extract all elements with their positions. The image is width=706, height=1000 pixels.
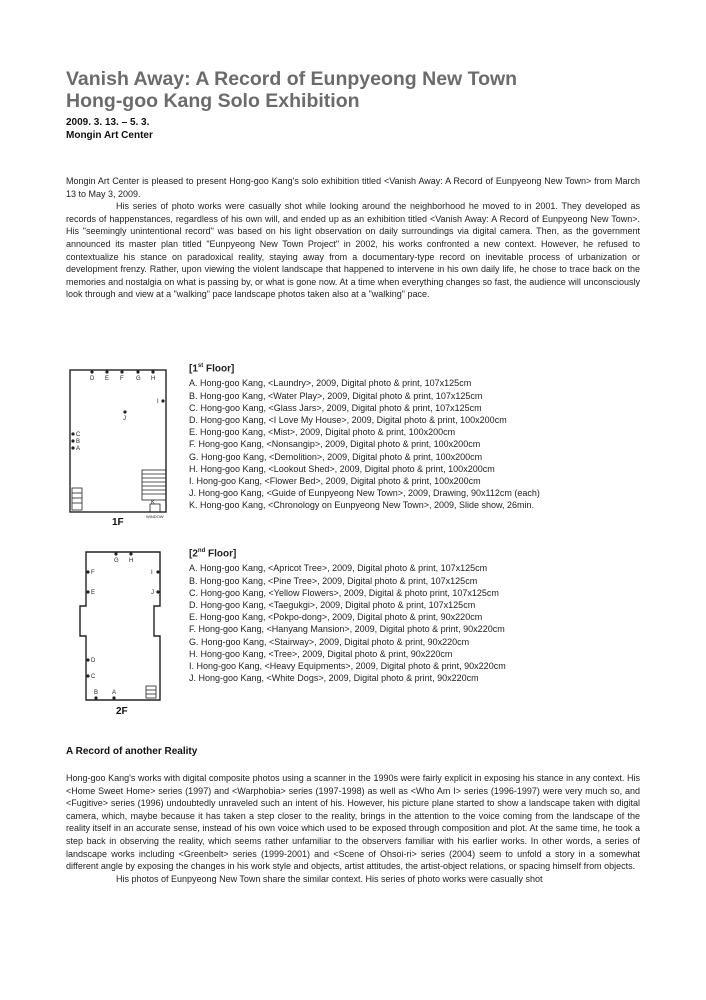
plan-1f-marker-c (71, 432, 74, 435)
list-item: B. Hong-goo Kang, <Water Play>, 2009, Digital photo & print, 107x125cm (189, 390, 483, 401)
plan-2f-label-a: A (112, 690, 117, 696)
list-item: G. Hong-goo Kang, <Stairway>, 2009, Digital photo & print, 90x220cm (189, 636, 470, 647)
list-item: G. Hong-goo Kang, <Demolition>, 2009, Digital photo & print, 100x200cm (189, 451, 483, 462)
list-item: H. Hong-goo Kang, <Tree>, 2009, Digital photo & print, 90x220cm (189, 648, 453, 659)
plan-1f-marker-g (136, 370, 139, 373)
plan-1f-marker-h (151, 370, 154, 373)
plan-1f-marker-f (120, 370, 123, 373)
plan-1f-label-i: I (157, 399, 159, 405)
plan-1f-marker-j (123, 410, 126, 413)
plan-2f-marker-j (156, 590, 159, 593)
list-item: A. Hong-goo Kang, <Laundry>, 2009, Digital photo & print, 107x125cm (189, 378, 472, 389)
exhibition-venue: Mongin Art Center (66, 130, 153, 141)
floor-2-list (189, 562, 659, 684)
intro-text (66, 175, 640, 301)
list-item: J. Hong-goo Kang, <White Dogs>, 2009, Digital photo & print, 90x220cm (189, 673, 479, 684)
plan-1f-label-j: J (123, 416, 126, 422)
plan-1f-label-a: A (76, 446, 81, 452)
plan-2f-label-i: I (151, 570, 153, 576)
plan-1f-label-c: C (76, 432, 81, 438)
plan-1f-marker-e (105, 370, 108, 373)
exhibition-meta (66, 116, 153, 142)
plan-1f-label-d: D (90, 376, 95, 382)
plan-2f-marker-i (156, 570, 159, 573)
plan-2f-label-g: G (114, 558, 119, 564)
plan-1f-label-h: H (151, 376, 156, 382)
plan-1f-label-k: K (151, 500, 156, 506)
essay-text (66, 772, 640, 885)
floor-1-heading: [1st Floor] (189, 363, 235, 375)
plan-2f-marker-g (114, 552, 117, 555)
title-line-2: Hong-goo Kang Solo Exhibition (66, 90, 360, 112)
plan-2f-marker-d (86, 658, 89, 661)
plan-1f-entrance-label: WINDOW (146, 514, 164, 519)
floor-plan-2f (74, 548, 172, 704)
plan-2f-marker-h (129, 552, 132, 555)
plan-2f-marker-b (94, 696, 97, 699)
plan-2f-label-j: J (151, 590, 154, 596)
plan-2f-label-c: C (91, 674, 96, 680)
plan-1f-marker-b (71, 439, 74, 442)
plan-2f-marker-e (86, 590, 89, 593)
list-item: C. Hong-goo Kang, <Glass Jars>, 2009, Digital photo & print, 107x125cm (189, 402, 482, 413)
plan-2f-label-e: E (91, 590, 96, 596)
floor-2-works (189, 545, 659, 684)
intro-paragraph-1: Mongin Art Center is pleased to present Hong-goo Kang's solo exhibition titled <Vanish Away: A Record of Eunpyeong New Town> from March 13 to May 3, 2009. (66, 176, 640, 199)
plan-1f-marker-d (90, 370, 93, 373)
list-item: H. Hong-goo Kang, <Lookout Shed>, 2009, Digital photo & print, 100x200cm (189, 463, 495, 474)
plan-2f-label-f: F (91, 570, 95, 576)
plan-2f-marker-a (112, 696, 115, 699)
floor-1-list (189, 377, 659, 511)
plan-2f-marker-c (86, 674, 89, 677)
essay-paragraph-1: Hong-goo Kang's works with digital composite photos using a scanner in the 1990s were fairly explicit in exposing his stance in any context. His <Home Sweet Home> series (1997) and <Warphobia> series (1997-1998) as well as <Who Am I> series (1996-1997) were very much so, and <Fugitive> series (1996) undoubtedly unraveled such an intent of his. However, his picture plane started to show a landscape taken with digital camera, which, maybe because it has taken a step closer to the reality, brings in the attention to the voice coming from the landscape of the reality itself in an accurate sense, instead of his own voice which used to be exposed through composition and plot. At the same time, he took a step back in observing the reality, which seems rather unfamiliar to the observers familiar with his earlier works. In other words, a series of landscape works including <Greenbelt> series (1999-2001) and <Scene of Ohsoi-ri> series (2004) seem to unfold a story in a somewhat different angle by exposing the changes in his work style and objects, artist attitudes, the artist-object relations, or spacing himself from objects. (66, 773, 640, 872)
plan-2f-label-d: D (91, 658, 96, 664)
list-item: J. Hong-goo Kang, <Guide of Eunpyeong New Town>, 2009, Drawing, 90x112cm (each) (189, 488, 540, 499)
exhibition-title (66, 68, 666, 112)
list-item: F. Hong-goo Kang, <Nonsangip>, 2009, Digital photo & print, 100x200cm (189, 439, 481, 450)
plan-1f-label-g: G (136, 376, 141, 382)
essay-paragraph-2: His photos of Eunpyeong New Town share the similar context. His series of photo works were casually shot (116, 873, 543, 884)
plan-2f-label-h: H (129, 558, 134, 564)
list-item: C. Hong-goo Kang, <Yellow Flowers>, 2009, Digital & photo print, 107x125cm (189, 587, 499, 598)
list-item: I. Hong-goo Kang, <Heavy Equipments>, 2009, Digital photo & print, 90x220cm (189, 660, 506, 671)
list-item: B. Hong-goo Kang, <Pine Tree>, 2009, Digital photo & print, 107x125cm (189, 575, 478, 586)
list-item: F. Hong-goo Kang, <Hanyang Mansion>, 2009, Digital photo & print, 90x220cm (189, 624, 505, 635)
list-item: D. Hong-goo Kang, <Taegukgi>, 2009, Digital photo & print, 107x125cm (189, 599, 476, 610)
title-line-1: Vanish Away: A Record of Eunpyeong New Town (66, 68, 518, 90)
plan-1f-marker-i (161, 399, 164, 402)
floor-1-works (189, 360, 659, 512)
list-item: E. Hong-goo Kang, <Pokpo-dong>, 2009, Digital photo & print, 90x220cm (189, 612, 483, 623)
floor-plan-1f (66, 366, 172, 519)
list-item: A. Hong-goo Kang, <Apricot Tree>, 2009, Digital photo & print, 107x125cm (189, 563, 488, 574)
plan-1f-label-b: B (76, 439, 81, 445)
plan-1f-label-f: F (120, 376, 124, 382)
list-item: E. Hong-goo Kang, <Mist>, 2009, Digital photo & print, 100x200cm (189, 427, 456, 438)
plan-2f-label-b: B (94, 690, 99, 696)
list-item: I. Hong-goo Kang, <Flower Bed>, 2009, Digital photo & print, 100x200cm (189, 475, 481, 486)
plan-1f-marker-a (71, 446, 74, 449)
essay-title: A Record of another Reality (66, 746, 198, 757)
plan-1f-label-e: E (105, 376, 110, 382)
plan-2f-marker-f (86, 570, 89, 573)
intro-paragraph-2: His series of photo works were casually shot while looking around the neighborhood he moved to in 2001. They developed as records of happenstances, regardless of his own will, and ended up as an exhibition titled <Vanish Away: A Record of Eunpyeong New Town>. His "seemingly unintentional record" was based on his light observation on daily surroundings via digital camera. Then, as the government announced its master plan titled "Eunpyeong New Town Project" in 2002, his works confronted a new context. However, he refused to contextualize his stance on paradoxical reality, staying away from a documentary-type record on inevitable process of urbanization or development frenzy. Rather, upon viewing the violent landscape that happened to intervene in his own daily life, he chose to trace back on the memories and nostalgia on what is passing by, or what is gone now. At a time when everything changes so fast, the audience will unconsciously look through and view at a "walking" pace landscape photos taken also at a "walking" pace. (66, 201, 640, 300)
floor-2-heading: [2nd Floor] (189, 548, 237, 560)
plan-2f-label: 2F (116, 706, 128, 717)
list-item: K. Hong-goo Kang, <Chronology on Eunpyeong New Town>, 2009, Slide show, 26min. (189, 500, 535, 511)
plan-1f-label: 1F (112, 517, 124, 528)
list-item: D. Hong-goo Kang, <I Love My House>, 2009, Digital photo & print, 100x200cm (189, 414, 507, 425)
exhibition-dates: 2009. 3. 13. – 5. 3. (66, 117, 150, 128)
